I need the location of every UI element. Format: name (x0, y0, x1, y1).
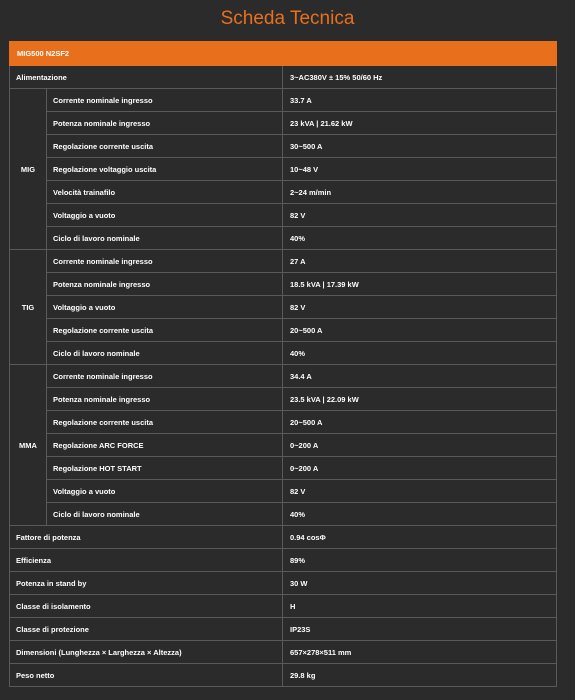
table-row (10, 411, 557, 434)
table-row (10, 89, 557, 112)
spec-value: 18.5 kVA | 17.39 kW (283, 273, 557, 296)
table-row (10, 572, 557, 595)
table-row (10, 457, 557, 480)
spec-value: 30~500 A (283, 135, 557, 158)
spec-label: Potenza nominale ingresso (47, 388, 283, 411)
table-row (10, 227, 557, 250)
group-label-mig: MIG (10, 89, 47, 250)
group-label-mma: MMA (10, 365, 47, 526)
spec-value: 27 A (283, 250, 557, 273)
spec-value: 20~500 A (283, 319, 557, 342)
table-row (10, 526, 557, 549)
table-row (10, 296, 557, 319)
spec-value: 3~AC380V ± 15% 50/60 Hz (283, 66, 557, 89)
spec-label: Regolazione corrente uscita (47, 319, 283, 342)
spec-value: 0~200 A (283, 434, 557, 457)
spec-label: Peso netto (10, 664, 283, 687)
table-row (10, 641, 557, 664)
spec-label: Ciclo di lavoro nominale (47, 503, 283, 526)
spec-label: Voltaggio a vuoto (47, 296, 283, 319)
spec-value: 82 V (283, 480, 557, 503)
spec-label: Regolazione voltaggio uscita (47, 158, 283, 181)
group-label-tig: TIG (10, 250, 47, 365)
table-row (10, 158, 557, 181)
spec-value: 34.4 A (283, 365, 557, 388)
spec-label: Corrente nominale ingresso (47, 89, 283, 112)
spec-value: 30 W (283, 572, 557, 595)
table-row (10, 273, 557, 296)
spec-label: Corrente nominale ingresso (47, 250, 283, 273)
spec-label: Voltaggio a vuoto (47, 204, 283, 227)
table-row (10, 135, 557, 158)
spec-value: 33.7 A (283, 89, 557, 112)
page-title: Scheda Tecnica (220, 8, 355, 29)
spec-value: 10~48 V (283, 158, 557, 181)
spec-value: 0~200 A (283, 457, 557, 480)
model-header-row (10, 42, 557, 66)
spec-value: H (283, 595, 557, 618)
table-row (10, 181, 557, 204)
table-row (10, 434, 557, 457)
spec-label: Corrente nominale ingresso (47, 365, 283, 388)
spec-value: 20~500 A (283, 411, 557, 434)
spec-value: 29.8 kg (283, 664, 557, 687)
spec-value: 40% (283, 227, 557, 250)
spec-label: Ciclo di lavoro nominale (47, 342, 283, 365)
spec-label: Potenza in stand by (10, 572, 283, 595)
spec-value: 40% (283, 503, 557, 526)
table-row (10, 549, 557, 572)
spec-label: Dimensioni (Lunghezza × Larghezza × Altezza) (10, 641, 283, 664)
spec-label: Voltaggio a vuoto (47, 480, 283, 503)
spec-value: 23 kVA | 21.62 kW (283, 112, 557, 135)
spec-value: IP23S (283, 618, 557, 641)
spec-label: Regolazione corrente uscita (47, 411, 283, 434)
spec-label: Potenza nominale ingresso (47, 112, 283, 135)
spec-label: Classe di protezione (10, 618, 283, 641)
table-row (10, 66, 557, 89)
spec-label: Ciclo di lavoro nominale (47, 227, 283, 250)
spec-label: Regolazione HOT START (47, 457, 283, 480)
table-row (10, 664, 557, 687)
table-row (10, 618, 557, 641)
spec-label: Alimentazione (10, 66, 283, 89)
spec-label: Velocità trainafilo (47, 181, 283, 204)
table-row (10, 250, 557, 273)
spec-table (9, 41, 557, 687)
table-row (10, 595, 557, 618)
table-row (10, 365, 557, 388)
spec-label: Regolazione ARC FORCE (47, 434, 283, 457)
table-row (10, 388, 557, 411)
table-row (10, 204, 557, 227)
model-name: MIG500 N2SF2 (10, 42, 557, 66)
spec-label: Fattore di potenza (10, 526, 283, 549)
spec-label: Classe di isolamento (10, 595, 283, 618)
spec-value: 82 V (283, 204, 557, 227)
spec-value: 0.94 cosΦ (283, 526, 557, 549)
table-row (10, 342, 557, 365)
spec-value: 657×278×511 mm (283, 641, 557, 664)
spec-label: Efficienza (10, 549, 283, 572)
spec-value: 82 V (283, 296, 557, 319)
table-row (10, 503, 557, 526)
spec-value: 23.5 kVA | 22.09 kW (283, 388, 557, 411)
spec-value: 89% (283, 549, 557, 572)
spec-label: Potenza nominale ingresso (47, 273, 283, 296)
spec-value: 2~24 m/min (283, 181, 557, 204)
table-row (10, 480, 557, 503)
table-row (10, 112, 557, 135)
table-row (10, 319, 557, 342)
spec-label: Regolazione corrente uscita (47, 135, 283, 158)
spec-value: 40% (283, 342, 557, 365)
